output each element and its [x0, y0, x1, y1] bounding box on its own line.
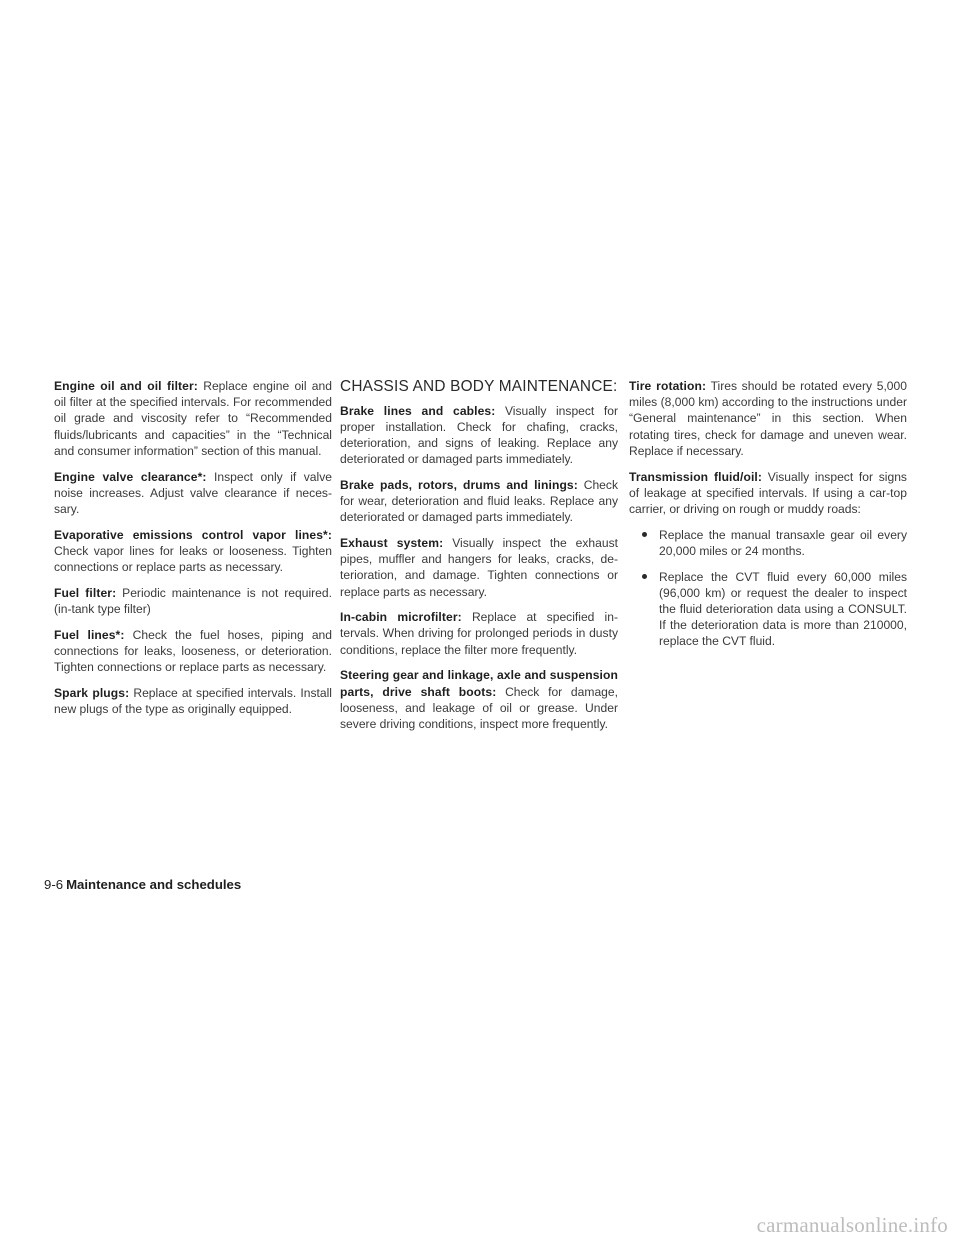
middle-column — [340, 378, 618, 742]
term-label: Engine oil and oil filter: — [54, 379, 198, 393]
term-label: Transmission fluid/oil: — [629, 469, 762, 484]
paragraph-exhaust — [340, 535, 618, 600]
page-footer — [44, 876, 241, 894]
paragraph-microfilter — [340, 609, 618, 658]
term-label: Spark plugs: — [54, 685, 130, 700]
paragraph-tire-rotation — [629, 378, 907, 459]
paragraph-valve-clearance — [54, 469, 332, 518]
paragraph-fuel-lines — [54, 627, 332, 676]
paragraph-text: Inspect only if valve noise increases. Adjust valve clearance if necessary. — [54, 469, 332, 516]
paragraph-text: Replace engine oil and oil filter at the specified intervals. For recommended oil grade and viscosity refer to “Recommended fluids/lubricants and capacities” in the “Technical and consumer information” section of this manual. — [54, 379, 332, 458]
paragraph-spark-plugs — [54, 685, 332, 717]
paragraph-text: Check for wear, deterioration and fluid leaks. Replace any deteriorated or damaged parts immediately. — [340, 477, 618, 525]
term-label: Fuel lines*: — [54, 627, 125, 642]
left-column — [54, 378, 332, 727]
paragraph-text: Tires should be rotated every 5,000 miles (8,000 km) according to the instructions under “General maintenance” in this section. When rotating tires, check for damage and uneven wear. Replace if necessary. — [629, 379, 907, 458]
term-label: Steering gear and linkage, axle and suspension parts, drive shaft boots: — [340, 668, 618, 699]
bullet-icon — [642, 574, 647, 579]
bullet-icon — [642, 532, 647, 537]
list-item — [629, 569, 907, 650]
bullet-text: Replace the CVT fluid every 60,000 miles (96,000 km) or request the dealer to inspect the fluid deterioration data using a CONSULT. If the deterioration data is more than 210000, replace the CVT fluid. — [659, 569, 907, 649]
paragraph-text: Check for damage, looseness, and leakage of oil or grease. Under severe driving conditions, inspect more frequently. — [340, 684, 618, 731]
paragraph-fuel-filter — [54, 585, 332, 617]
term-label: Brake lines and cables: — [340, 403, 496, 418]
list-item — [629, 527, 907, 559]
paragraph-text: Visually inspect the exhaust pipes, muffler and hangers for leaks, cracks, deterioration, and damage. Tighten connections or replace parts as necessary. — [340, 535, 618, 599]
term-label: Brake pads, rotors, drums and linings: — [340, 477, 578, 492]
paragraph-text: Replace at specified intervals. Install new plugs of the type as originally equipped. — [54, 685, 332, 716]
watermark: carmanualsonline.info — [756, 1213, 948, 1237]
paragraph-text: Visually inspect for proper installation. Check for chafing, cracks, deterioration, and signs of leaking. Replace any deteriorated or damaged parts immediately. — [340, 403, 618, 467]
bullet-list — [629, 527, 907, 650]
paragraph-engine-oil — [54, 378, 332, 459]
paragraph-brake-lines — [340, 403, 618, 468]
paragraph-steering — [340, 667, 618, 732]
paragraph-text: Replace at specified intervals. When driving for prolonged periods in dusty conditions, replace the filter more frequently. — [340, 610, 618, 657]
term-label: Tire rotation: — [629, 379, 707, 393]
term-label: In-cabin microfilter: — [340, 610, 462, 625]
right-column — [629, 378, 907, 659]
term-label: Evaporative emissions control vapor lines*: — [54, 527, 332, 542]
paragraph-text: Check vapor lines for leaks or looseness. Tighten connections or replace parts as necessary. — [54, 543, 332, 575]
paragraph-text: Visually inspect for signs of leakage at specified intervals. If using a car-top carrier, or driving on rough or muddy roads: — [629, 469, 907, 516]
paragraph-text: Periodic maintenance is not required. (in-tank type filter) — [54, 585, 332, 616]
page-number: 9-6 — [44, 877, 64, 892]
bullet-text: Replace the manual transaxle gear oil every 20,000 miles or 24 months. — [659, 527, 907, 558]
paragraph-evap-lines — [54, 527, 332, 576]
term-label: Engine valve clearance*: — [54, 469, 207, 484]
term-label: Fuel filter: — [54, 585, 117, 600]
term-label: Exhaust system: — [340, 535, 444, 550]
paragraph-brake-pads — [340, 477, 618, 526]
chapter-title: Maintenance and schedules — [66, 877, 242, 892]
paragraph-transmission — [629, 469, 907, 518]
section-heading: CHASSIS AND BODY MAINTENANCE: — [340, 378, 618, 395]
paragraph-text: Check the fuel hoses, piping and connections for leaks, looseness, or deterioration. Tighten connections or replace parts as necessary. — [54, 627, 332, 675]
